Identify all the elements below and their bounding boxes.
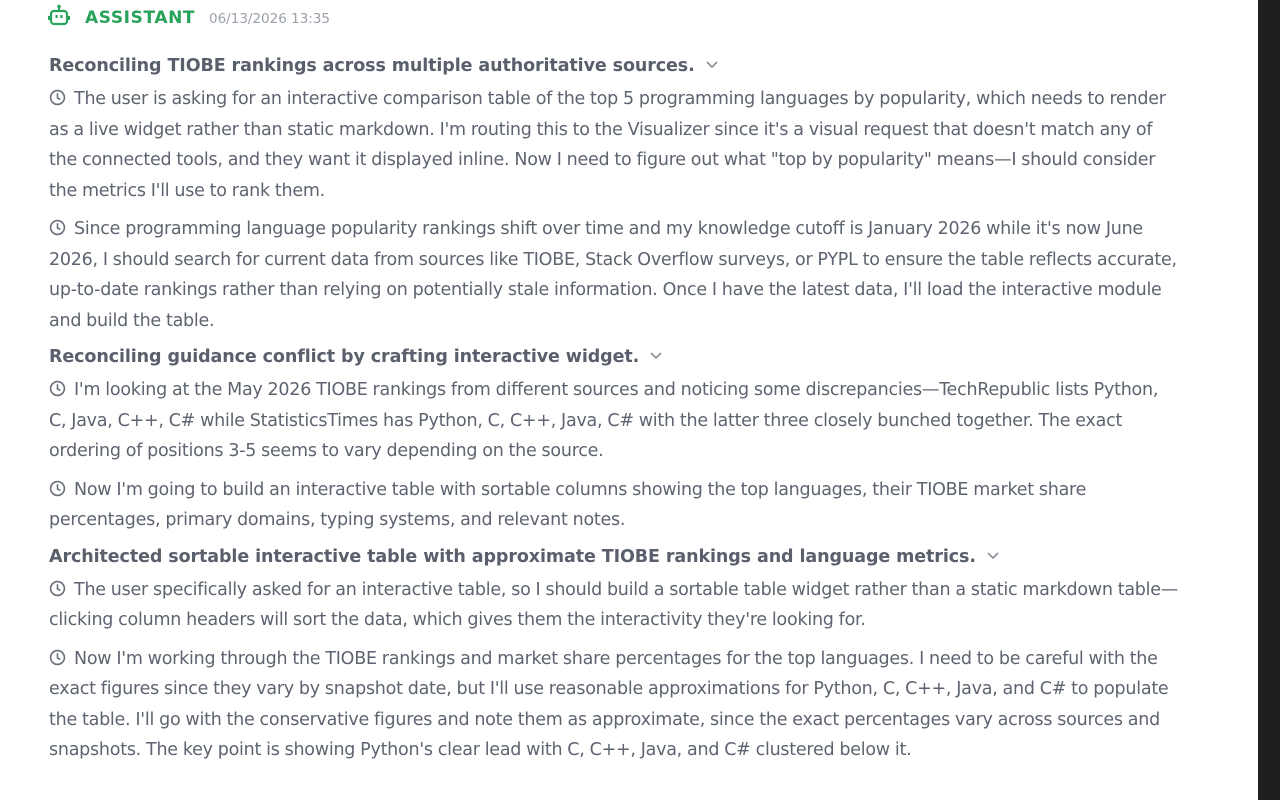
robot-icon: [48, 4, 70, 28]
thinking-step-text: Now I'm going to build an interactive table with sortable columns showing the top languages, their TIOBE market share percentages, primary domains, typing systems, and relevant notes.: [49, 479, 1087, 530]
thinking-step: [49, 644, 1179, 766]
thinking-step-text: Since programming language popularity rankings shift over time and my knowledge cutoff is January 2026 while it's now June 2026, I should search for current data from sources like TIOBE, Stack Overflow surveys, or PYPL to ensure the table reflects accurate, up-to-date rankings rather than relying on potentially stale information. Once I have the latest data, I'll load the interactive module and build the table.: [49, 219, 1177, 331]
thinking-step-text: The user is asking for an interactive comparison table of the top 5 programming languages by popularity, which needs to render as a live widget rather than static markdown. I'm routing this to the Visualizer since it's a visual request that doesn't match any of the connected tools, and they want it displayed inline. Now I need to figure out what "top by popularity" means—I should consider the metrics I'll use to rank them.: [49, 89, 1166, 201]
thinking-step: [49, 214, 1179, 336]
clock-icon: [49, 89, 66, 106]
chevron-down-icon[interactable]: [705, 57, 719, 71]
thinking-step-text: Now I'm working through the TIOBE rankings and market share percentages for the top languages. I need to be careful with the exact figures since they vary by snapshot date, but I'll use reasonable approximations for Python, C, C++, Java, and C# to populate the table. I'll go with the conservative figures and note them as approximate, since the exact percentages vary across sources and snapshots. The key point is showing Python's clear lead with C, C++, Java, and C# clustered below it.: [49, 648, 1169, 760]
thinking-section-heading[interactable]: [49, 544, 1179, 570]
message-role: ASSISTANT: [85, 8, 196, 28]
window-edge-scrollbar[interactable]: [1258, 0, 1280, 800]
clock-icon: [49, 649, 66, 666]
message-timestamp: 06/13/2026 13:35: [209, 11, 331, 27]
thinking-step-text: I'm looking at the May 2026 TIOBE rankings from different sources and noticing some discrepancies—TechRepublic lists Python, C, Java, C++, C# while StatisticsTimes has Python, C, C++, Java, C# with the latter three closely bunched together. The exact ordering of positions 3-5 seems to vary depending on the source.: [49, 380, 1159, 461]
thinking-section-title: Architected sortable interactive table with approximate TIOBE rankings and language metrics.: [49, 546, 976, 567]
thinking-step: [49, 84, 1179, 206]
thinking-content: [49, 53, 1179, 766]
thinking-section-heading[interactable]: [49, 53, 1179, 79]
chevron-down-icon[interactable]: [649, 348, 663, 362]
clock-icon: [49, 580, 66, 597]
clock-icon: [49, 480, 66, 497]
thinking-step-text: The user specifically asked for an interactive table, so I should build a sortable table widget rather than a static markdown table—clicking column headers will sort the data, which gives them the interactivity they're looking for.: [49, 579, 1179, 630]
chevron-down-icon[interactable]: [986, 548, 1000, 562]
thinking-step: [49, 475, 1179, 536]
clock-icon: [49, 219, 66, 236]
thinking-step: [49, 575, 1179, 636]
thinking-section-heading[interactable]: [49, 344, 1179, 370]
thinking-section-title: Reconciling guidance conflict by crafting interactive widget.: [49, 347, 640, 367]
thinking-step: [49, 375, 1179, 467]
thinking-section-title: Reconciling TIOBE rankings across multiple authoritative sources.: [49, 56, 695, 76]
clock-icon: [49, 380, 66, 397]
